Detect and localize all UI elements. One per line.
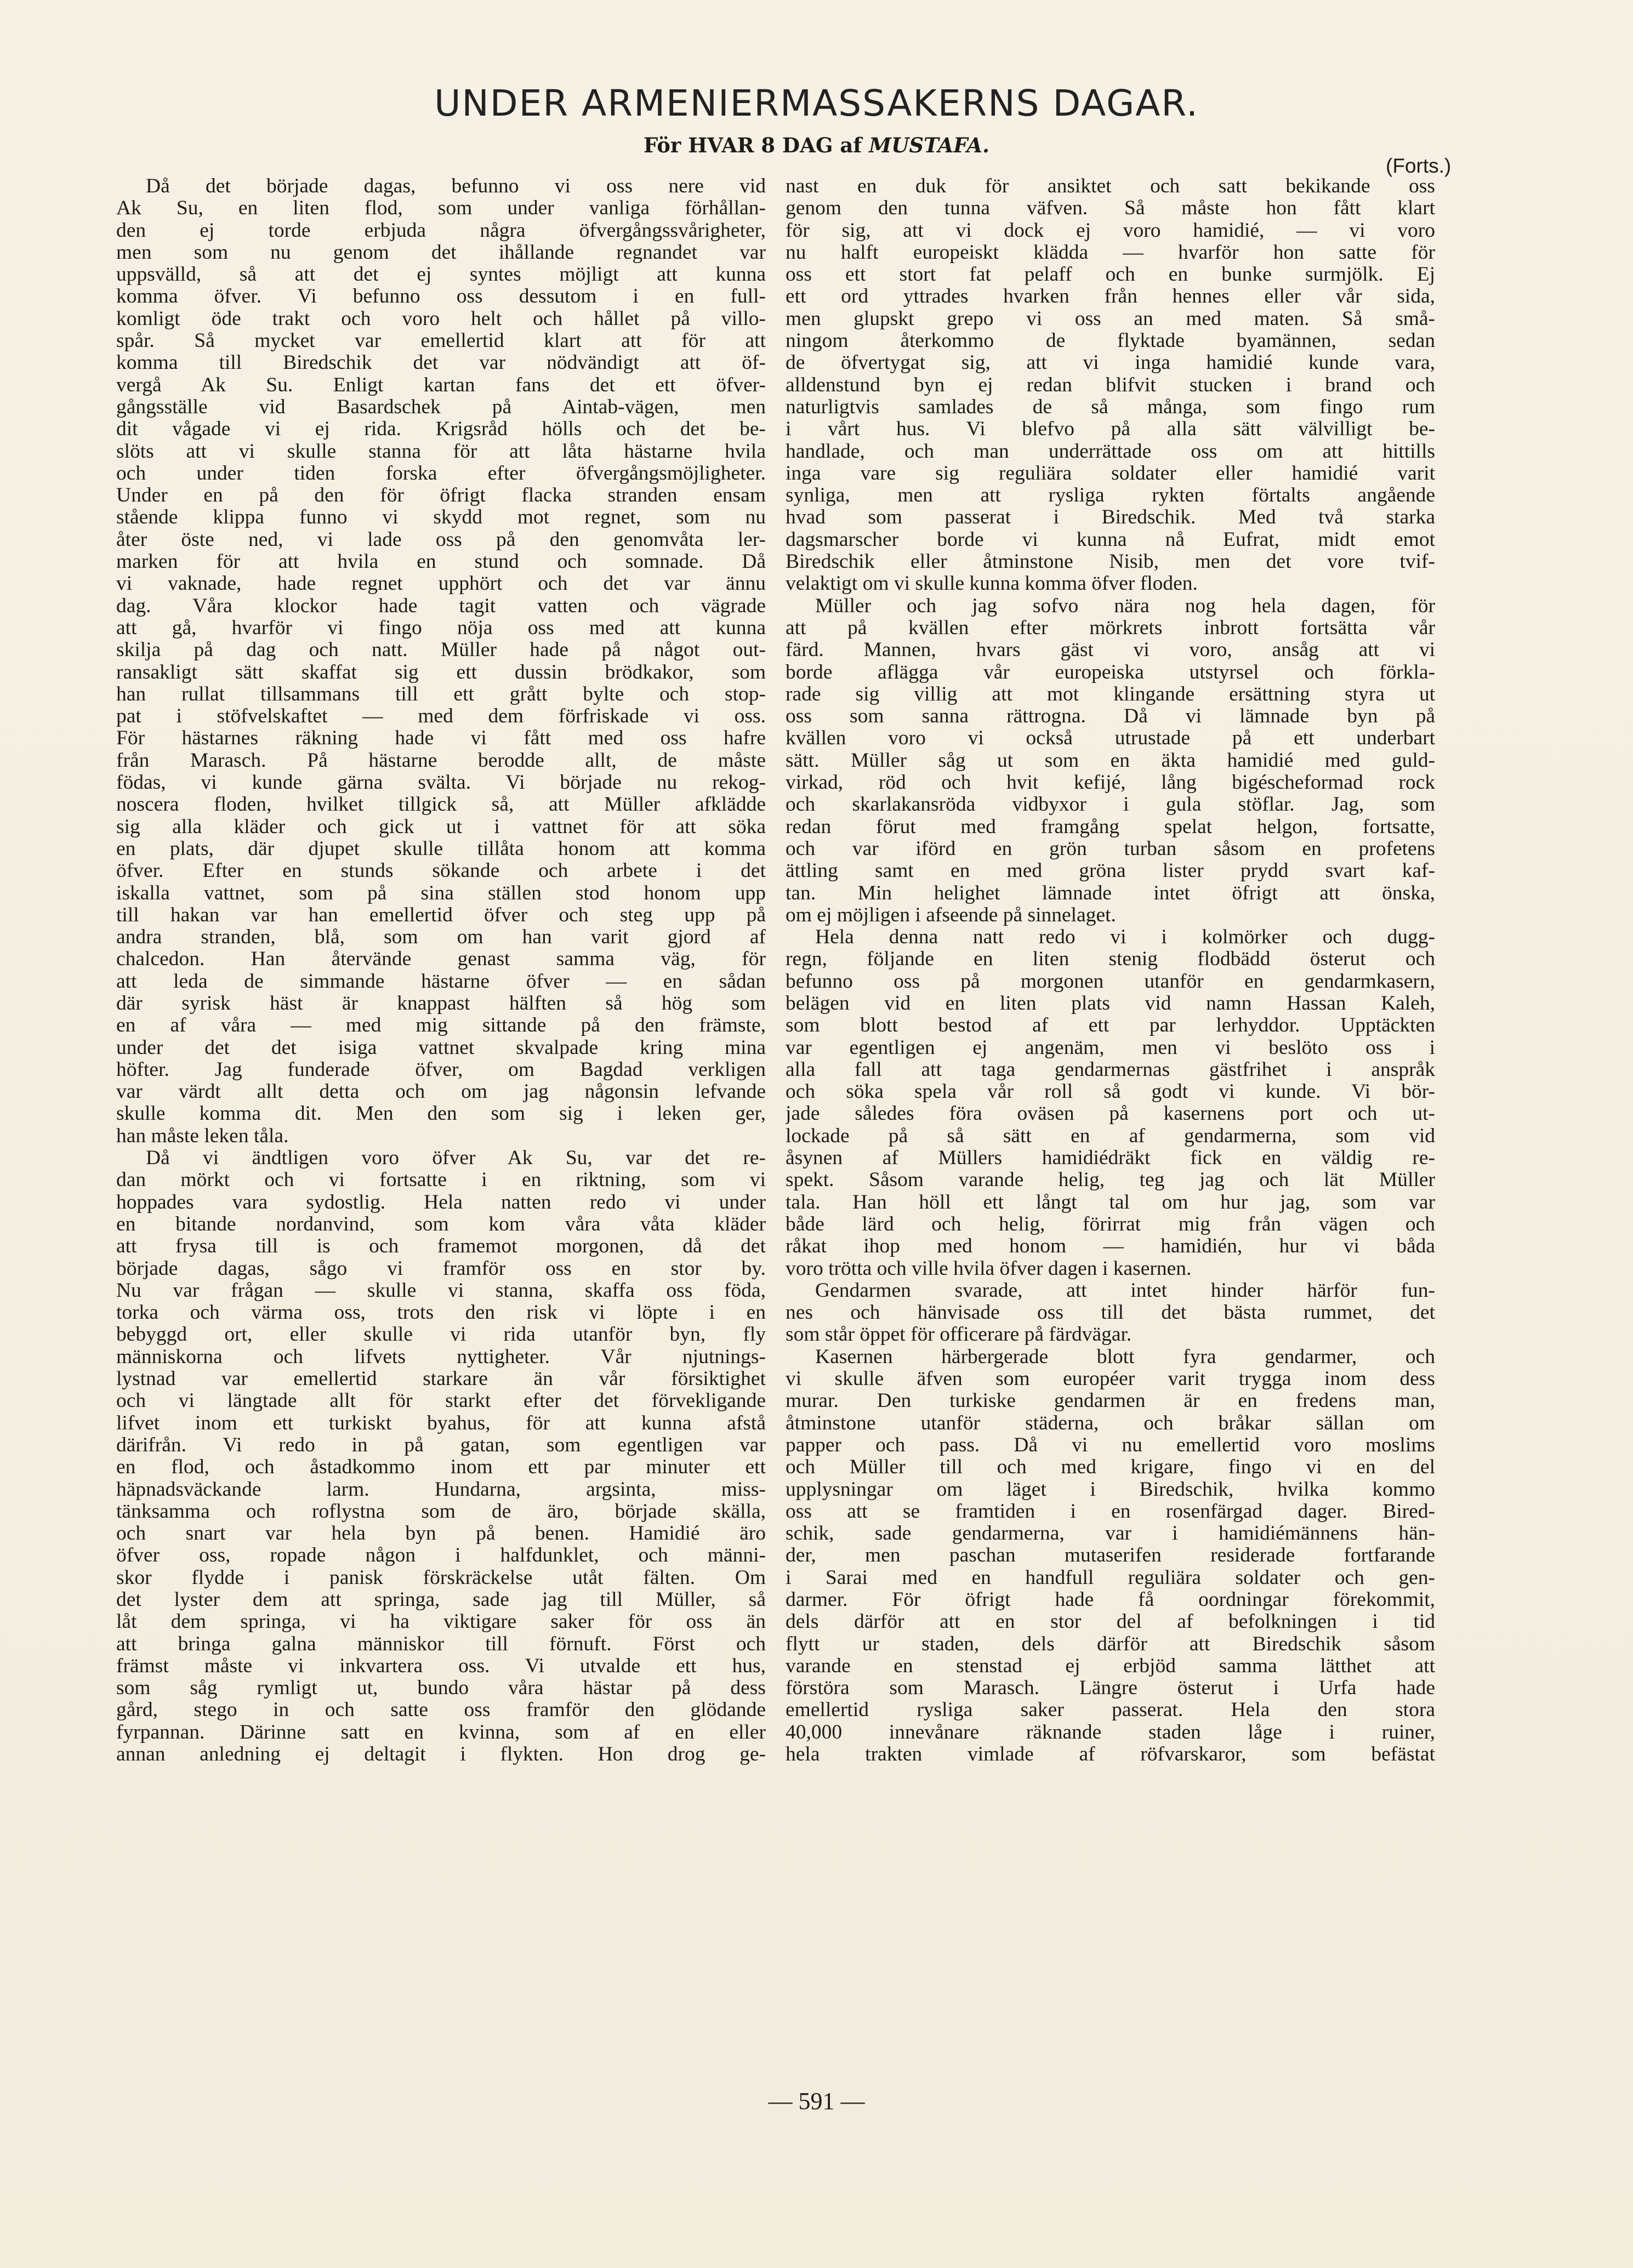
text-line: åtminstone utanför städerna, och bråkar sällan om [786, 1412, 1435, 1434]
text-line: der, men paschan mutaserifen residerade fortfarande [786, 1545, 1435, 1567]
text-line: nes och hänvisade oss till det bästa rummet, det [786, 1302, 1435, 1324]
text-line: annan anledning ej deltagit i flykten. Hon drog ge- [116, 1743, 766, 1766]
text-line: uppsvälld, så att det ej syntes möjligt att kunna [116, 264, 766, 286]
text-line: bebyggd ort, eller skulle vi rida utanför byn, fly [116, 1324, 766, 1346]
text-line: kvällen voro vi också utrustade på ett underbart [786, 727, 1435, 750]
text-line: en af våra — med mig sittande på den främste, [116, 1015, 766, 1037]
text-line: slöts att vi skulle stanna för att låta hästarne hvila [116, 440, 766, 463]
text-line: om ej möjligen i afseende på sinnelaget. [786, 904, 1116, 926]
text-line: Under en på den för öfrigt flacka stranden ensam [116, 485, 766, 507]
text-line: i vårt hus. Vi blefvo på alla sätt välvilligt be- [786, 418, 1435, 441]
text-line: synliga, men att rysliga rykten förtalts angående [786, 485, 1435, 507]
text-line: komma öfver. Vi befunno oss dessutom i en full- [116, 286, 766, 308]
text-line: fyrpannan. Därinne satt en kvinna, som af en eller [116, 1721, 766, 1743]
text-line: oss att se framtiden i en rosenfärgad dager. Bired- [786, 1500, 1435, 1523]
text-line: åter öste ned, vi lade oss på den genomvåta ler- [116, 528, 766, 551]
text-line: nu halft europeiskt klädda — hvarför hon satte för [786, 241, 1435, 264]
text-line: inga vare sig reguliära soldater eller hamidié varit [786, 462, 1435, 485]
text-line: och Müller till och med krigare, fingo vi en del [786, 1456, 1435, 1479]
text-line: han rullat tillsammans till ett grått bylte och stop- [116, 683, 766, 705]
text-line: att gå, hvarför vi fingo nöja oss med att kunna [116, 617, 766, 639]
text-line: 40,000 innevånare räknande staden låge i ruiner, [786, 1721, 1435, 1743]
text-line: födas, vi kunde gärna svälta. Vi började nu rekog- [116, 772, 766, 794]
text-line: handlade, och man underrättade oss om att hittills [786, 440, 1435, 463]
text-line: rade sig villig att mot klingande ersättning styra ut [786, 683, 1435, 705]
text-line: hela trakten vimlade af röfvarskaror, som befästat [786, 1743, 1435, 1766]
byline-prefix: För HVAR 8 DAG af [644, 133, 862, 157]
text-line: noscera floden, hvilket tillgick så, att Müller afklädde [116, 794, 766, 816]
text-line: att frysa till is och framemot morgonen, då det [116, 1235, 766, 1258]
text-line: den ej torde erbjuda några öfvergångssvårigheter, [116, 219, 766, 242]
text-line: spår. Så mycket var emellertid klart att för att [116, 330, 766, 352]
text-line: råkat ihop med honom — hamidién, hur vi båda [786, 1235, 1435, 1258]
text-line: dan mörkt och vi fortsatte i en riktning, som vi [116, 1169, 766, 1192]
text-line: skilja på dag och natt. Müller hade på något out- [116, 639, 766, 662]
text-line: men som nu genom det ihållande regnandet var [116, 241, 766, 264]
text-line: jade således föra oväsen på kasernens port och ut- [786, 1103, 1435, 1125]
text-line: gård, stego in och satte oss framför den glödande [116, 1699, 766, 1722]
text-line: pat i stöfvelskaftet — med dem förfriskade vi oss. [116, 705, 766, 728]
text-line: belägen vid en liten plats vid namn Hassan Kaleh, [786, 992, 1435, 1015]
text-line: emellertid rysliga saker passerat. Hela den stora [786, 1699, 1435, 1722]
text-line: förstöra som Marasch. Längre österut i Urfa hade [786, 1677, 1435, 1700]
text-line: iskalla vattnet, som på sina ställen stod honom upp [116, 882, 766, 904]
text-line: både lärd och helig, förirrat mig från vägen och [786, 1213, 1435, 1235]
text-line: redan förut med framgång spelat helgon, fortsatte, [786, 816, 1435, 838]
text-line: Då vi ändtligen voro öfver Ak Su, var det re- [146, 1147, 766, 1170]
text-line: darmer. För öfrigt hade få oordningar förekommit, [786, 1589, 1435, 1611]
text-line: ningom återkommo de flyktade byamännen, sedan [786, 330, 1435, 352]
text-line: hoppades vara sydostlig. Hela natten redo vi under [116, 1191, 766, 1213]
text-line: där syrisk häst är knappast hälften så hög som [116, 992, 766, 1015]
text-line: ransakligt sätt skaffat sig ett dussin brödkakor, som [116, 661, 766, 683]
text-line: hvad som passerat i Biredschik. Med två starka [786, 506, 1435, 529]
text-line: därifrån. Vi redo in på gatan, som egentligen var [116, 1434, 766, 1456]
text-line: men glupskt grepo vi oss an med maten. Så små- [786, 307, 1435, 330]
text-line: gångsställe vid Basardschek på Aintab-vägen, men [116, 396, 766, 418]
text-line: tala. Han höll ett långt tal om hur jag, som var [786, 1191, 1435, 1213]
text-line: tan. Min helighet lämnade intet öfrigt att önska, [786, 882, 1435, 904]
text-line: öfver oss, ropade någon i halfdunklet, och männi- [116, 1545, 766, 1567]
text-line: sätt. Müller såg ut som en äkta hamidié med guld- [786, 749, 1435, 772]
text-line: velaktigt om vi skulle kunna komma öfver floden. [786, 573, 1198, 595]
text-line: marken för att hvila en stund och somnade. Då [116, 551, 766, 573]
text-line: var värdt allt detta och om jag någonsin lefvande [116, 1081, 766, 1103]
text-line: han måste leken tåla. [116, 1125, 289, 1147]
text-column-left [116, 175, 766, 1765]
text-line: tänksamma och roflystna som de äro, började skälla, [116, 1500, 766, 1523]
text-line: Ak Su, en liten flod, som under vanliga förhållan- [116, 197, 766, 220]
text-line: färd. Mannen, hvars gäst vi voro, ansåg att vi [786, 639, 1435, 662]
text-line: lockade på så sätt en af gendarmerna, som vid [786, 1125, 1435, 1147]
text-line: torka och värma oss, trots den risk vi löpte i en [116, 1302, 766, 1324]
text-line: Gendarmen svarade, att intet hinder härför fun- [815, 1279, 1435, 1302]
text-line: alla fall att taga gendarmernas gästfrihet i anspråk [786, 1058, 1435, 1081]
page-number: — 591 — [768, 2088, 865, 2115]
text-line: papper och pass. Då vi nu emellertid voro moslims [786, 1434, 1435, 1456]
text-line: och under tiden forska efter öfvergångsmöjligheter. [116, 462, 766, 485]
text-line: Hela denna natt redo vi i kolmörker och dugg- [815, 926, 1435, 949]
text-line: en bitande nordanvind, som kom våra våta kläder [116, 1213, 766, 1235]
text-line: Då det började dagas, befunno vi oss nere vid [146, 175, 766, 197]
text-line: en flod, och åstadkommo inom ett par minuter ett [116, 1456, 766, 1479]
text-line: skulle komma dit. Men den som sig i leken ger, [116, 1103, 766, 1125]
text-line: och snart var hela byn på benen. Hamidié äro [116, 1523, 766, 1545]
text-line: Nu var frågan — skulle vi stanna, skaffa oss föda, [116, 1279, 766, 1302]
text-line: stående klippa funno vi skydd mot regnet, som nu [116, 506, 766, 529]
text-line: vergå Ak Su. Enligt kartan fans det ett öfver- [116, 374, 766, 396]
text-line: lifvet inom ett turkiskt byahus, för att kunna afstå [116, 1412, 766, 1434]
text-line: naturligtvis samlades de så många, som fingo rum [786, 396, 1435, 418]
text-line: oss som sanna rättrogna. Då vi lämnade byn på [786, 705, 1435, 728]
text-line: flytt ur staden, dels därför att Biredschik såsom [786, 1633, 1435, 1655]
text-line: från Marasch. På hästarne berodde allt, de måste [116, 749, 766, 772]
article-byline [0, 133, 1633, 157]
text-line: öfver. Efter en stunds sökande och arbete i det [116, 860, 766, 882]
text-line: som såg rymligt ut, bundo våra hästar på dess [116, 1677, 766, 1700]
text-line: att bringa galna människor till förnuft. Först och [116, 1633, 766, 1655]
text-line: som blott bestod af ett par lerhyddor. Upptäckten [786, 1015, 1435, 1037]
text-line: virkad, röd och hvit kefijé, lång bigéscheformad rock [786, 772, 1435, 794]
text-line: ättling samt en med gröna lister prydd svart kaf- [786, 860, 1435, 882]
text-line: borde aflägga vår europeiska utstyrsel och förkla- [786, 661, 1435, 683]
text-column-right [786, 175, 1435, 1765]
text-line: befunno oss på morgonen utanför en gendarmkasern, [786, 970, 1435, 993]
text-line: en plats, där djupet skulle tillåta honom att komma [116, 837, 766, 860]
text-line: för sig, att vi dock ej voro hamidié, — vi voro [786, 219, 1435, 242]
text-line: spekt. Såsom varande helig, teg jag och lät Müller [786, 1169, 1435, 1192]
text-line: upplysningar om läget i Biredschik, hvilka kommo [786, 1478, 1435, 1501]
text-line: att på kvällen efter mörkrets inbrott fortsätta vår [786, 617, 1435, 639]
text-line: oss ett stort fat pelaff och en bunke surmjölk. Ej [786, 264, 1435, 286]
text-line: det lyster dem att springa, sade jag till Müller, så [116, 1589, 766, 1611]
text-line: dag. Våra klockor hade tagit vatten och vägrade [116, 595, 766, 617]
text-line: nast en duk för ansiktet och satt bekikande oss [786, 175, 1435, 197]
text-line: vi skulle äfven som européer varit trygga inom dess [786, 1368, 1435, 1391]
text-line: Müller och jag sofvo nära nog hela dagen, för [815, 595, 1435, 617]
text-line: höfter. Jag funderade öfver, om Bagdad verkligen [116, 1058, 766, 1081]
text-line: under det det isiga vattnet skvalpade kring mina [116, 1036, 766, 1059]
text-line: och vi längtade allt för starkt efter det förvekligande [116, 1390, 766, 1412]
text-line: sig alla kläder och gick ut i vattnet för att söka [116, 816, 766, 838]
text-line: som står öppet för officerare på färdvägar. [786, 1324, 1132, 1346]
byline-author: MUSTAFA. [869, 133, 989, 157]
text-line: vi vaknade, hade regnet upphört och det var ännu [116, 573, 766, 595]
text-line: ett ord yttrades hvarken från hennes eller vår sida, [786, 286, 1435, 308]
article-headline: UNDER ARMENIERMASSAKERNS DAGAR. [434, 82, 1199, 124]
text-line: till hakan var han emellertid öfver och steg upp på [116, 904, 766, 926]
text-line: åsynen af Müllers hamidiédräkt fick en väldig re- [786, 1147, 1435, 1170]
text-line: alldenstund byn ej redan blifvit stucken i brand och [786, 374, 1435, 396]
text-line: voro trötta och ville hvila öfver dagen i kasernen. [786, 1257, 1192, 1280]
text-line: andra stranden, blå, som om han varit gjord af [116, 926, 766, 949]
text-line: schik, sade gendarmerna, var i hamidiémännens hän- [786, 1523, 1435, 1545]
text-line: i Sarai med en handfull reguliära soldater och gen- [786, 1566, 1435, 1589]
continued-note: (Forts.) [1386, 155, 1452, 177]
text-line: genom den tunna väfven. Så måste hon fått klart [786, 197, 1435, 220]
text-line: skor flydde i panisk förskräckelse utåt fälten. Om [116, 1566, 766, 1589]
text-line: dagsmarscher borde vi kunna nå Eufrat, midt emot [786, 528, 1435, 551]
text-line: att leda de simmande hästarne öfver — en sådan [116, 970, 766, 993]
text-line: dit vågade vi ej rida. Krigsråd hölls och det be- [116, 418, 766, 441]
text-line: För hästarnes räkning hade vi fått med oss hafre [116, 727, 766, 750]
text-line: lystnad var emellertid starkare än vår försiktighet [116, 1368, 766, 1391]
text-line: började dagas, sågo vi framför oss en stor by. [116, 1257, 766, 1280]
text-line: och var iförd en grön turban såsom en profetens [786, 837, 1435, 860]
text-line: regn, följande en liten stenig flodbädd österut och [786, 948, 1435, 971]
text-line: Biredschik eller åtminstone Nisib, men det vore tvif- [786, 551, 1435, 573]
text-line: varande en stenstad ej erbjöd samma lätthet att [786, 1655, 1435, 1677]
text-line: låt dem springa, vi ha viktigare saker för oss än [116, 1611, 766, 1633]
text-line: var egentligen ej angenäm, men vi beslöto oss i [786, 1036, 1435, 1059]
text-line: människorna och lifvets nyttigheter. Vår njutnings- [116, 1346, 766, 1368]
text-line: Kasernen härbergerade blott fyra gendarmer, och [815, 1346, 1435, 1368]
text-line: chalcedon. Han återvände genast samma väg, för [116, 948, 766, 971]
text-line: komligt öde trakt och voro helt och hållet på villo- [116, 307, 766, 330]
text-line: de öfvertygat sig, att vi inga hamidié kunde vara, [786, 352, 1435, 374]
text-line: komma till Biredschik det var nödvändigt att öf- [116, 352, 766, 374]
text-line: och söka spela vår roll så godt vi kunde. Vi bör- [786, 1081, 1435, 1103]
text-line: främst måste vi inkvartera oss. Vi utvalde ett hus, [116, 1655, 766, 1677]
text-line: och skarlakansröda vidbyxor i gula stöflar. Jag, som [786, 794, 1435, 816]
text-line: häpnadsväckande larm. Hundarna, argsinta, miss- [116, 1478, 766, 1501]
text-line: dels därför att en stor del af befolkningen i tid [786, 1611, 1435, 1633]
text-line: murar. Den turkiske gendarmen är en fredens man, [786, 1390, 1435, 1412]
